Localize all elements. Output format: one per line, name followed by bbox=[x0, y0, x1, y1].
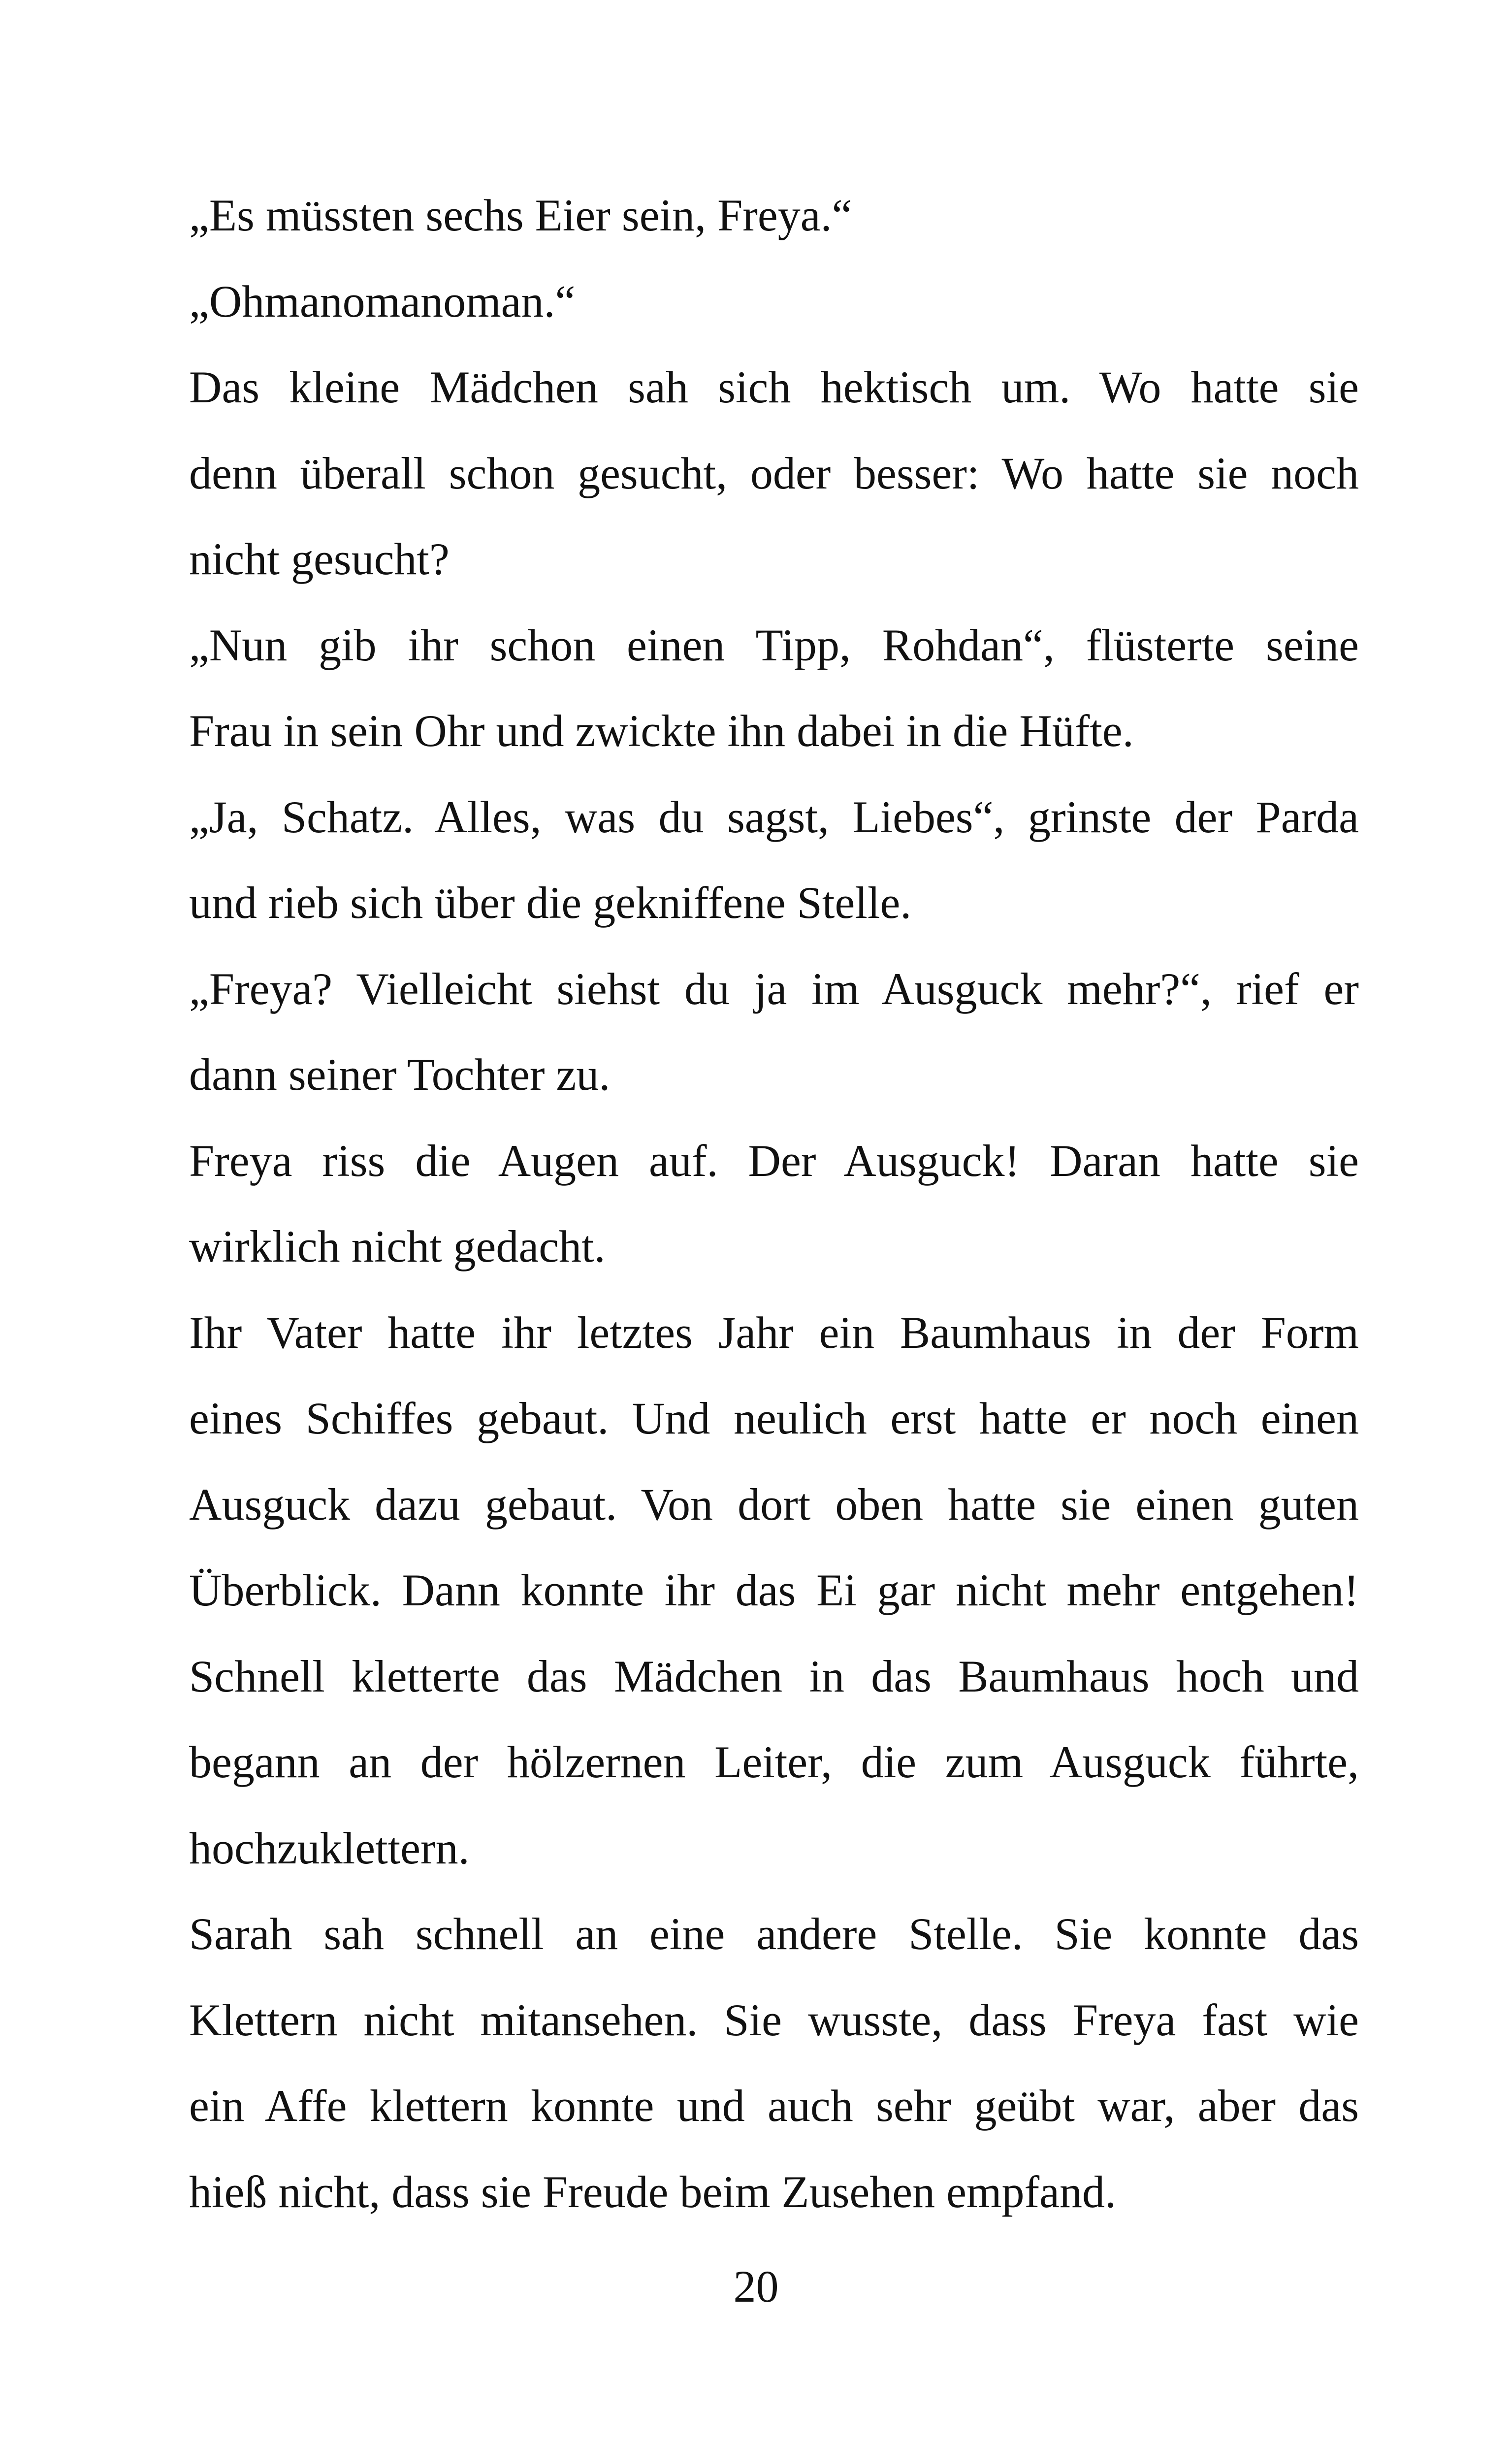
text-line: eines Schiffes gebaut. Und neulich erst hatte er noch einen bbox=[189, 1393, 1359, 1443]
text-line: „Ja, Schatz. Alles, was du sagst, Liebes“, grinste der Parda bbox=[189, 791, 1359, 842]
text-line: Ausguck dazu gebaut. Von dort oben hatte sie einen guten bbox=[189, 1479, 1359, 1530]
text-line: hieß nicht, dass sie Freude beim Zusehen empfand. bbox=[189, 2166, 1116, 2217]
text-line: Ihr Vater hatte ihr letztes Jahr ein Baumhaus in der Form bbox=[189, 1307, 1359, 1358]
body-text bbox=[189, 172, 1359, 2235]
text-line: Sarah sah schnell an eine andere Stelle. Sie konnte das bbox=[189, 1909, 1359, 1959]
text-line: Frau in sein Ohr und zwickte ihn dabei in die Hüfte. bbox=[189, 706, 1134, 756]
text-line: „Ohmanomanoman.“ bbox=[189, 276, 576, 326]
text-line: und rieb sich über die gekniffene Stelle. bbox=[189, 878, 912, 928]
text-line: ein Affe klettern konnte und auch sehr geübt war, aber das bbox=[189, 2081, 1359, 2131]
text-line: nicht gesucht? bbox=[189, 534, 450, 584]
text-line: Schnell kletterte das Mädchen in das Baumhaus hoch und bbox=[189, 1651, 1359, 1701]
text-line: dann seiner Tochter zu. bbox=[189, 1049, 611, 1100]
text-line: „Freya? Vielleicht siehst du ja im Ausguck mehr?“, rief er bbox=[189, 963, 1359, 1014]
text-line: Freya riss die Augen auf. Der Ausguck! Daran hatte sie bbox=[189, 1135, 1359, 1186]
text-line: Klettern nicht mitansehen. Sie wusste, dass Freya fast wie bbox=[189, 1994, 1359, 2045]
text-line: denn überall schon gesucht, oder besser: Wo hatte sie noch bbox=[189, 448, 1359, 498]
page-number: 20 bbox=[733, 2261, 779, 2312]
text-line: „Nun gib ihr schon einen Tipp, Rohdan“, flüsterte seine bbox=[189, 619, 1359, 670]
text-line: hochzuklettern. bbox=[189, 1823, 470, 1873]
text-line: Das kleine Mädchen sah sich hektisch um. Wo hatte sie bbox=[189, 362, 1359, 412]
text-line: begann an der hölzernen Leiter, die zum Ausguck führte, bbox=[189, 1737, 1359, 1787]
text-line: „Es müssten sechs Eier sein, Freya.“ bbox=[189, 190, 852, 240]
text-line: Überblick. Dann konnte ihr das Ei gar nicht mehr entgehen! bbox=[189, 1565, 1359, 1615]
text-line: wirklich nicht gedacht. bbox=[189, 1221, 606, 1271]
